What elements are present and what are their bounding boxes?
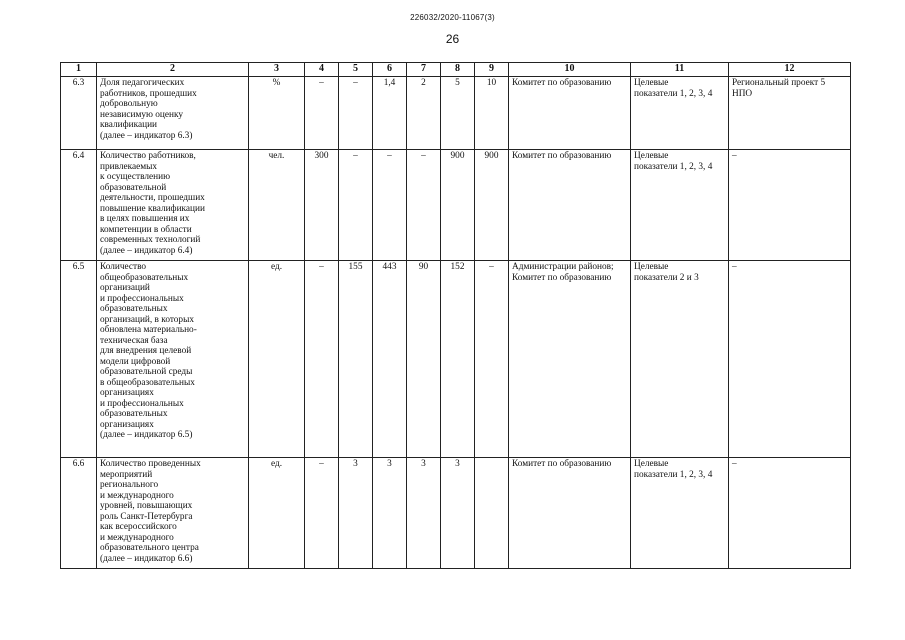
unit: % [249,77,305,150]
column-header: 2 [97,63,249,77]
value-col-5: 155 [339,261,373,458]
value-col-4: – [305,458,339,569]
table-header-row [61,63,851,77]
column-header: 9 [475,63,509,77]
indicator-name: Доля педагогических работников, прошедших добровольную независимую оценку квалификации (далее – индикатор 6.3) [97,77,249,150]
column-header: 4 [305,63,339,77]
indicator-name: Количество проведенных мероприятий регионального и международного уровней, повышающих роль Санкт-Петербурга как всероссийского и международного образовательного центра (далее – индикатор 6.6) [97,458,249,569]
table-row [61,77,851,150]
value-col-4: – [305,261,339,458]
value-col-5: – [339,150,373,261]
value-col-6: 443 [373,261,407,458]
value-col-8: 152 [441,261,475,458]
value-col-7: 2 [407,77,441,150]
value-col-8: 900 [441,150,475,261]
unit: чел. [249,150,305,261]
row-number: 6.3 [61,77,97,150]
value-col-7: 3 [407,458,441,569]
executor: Комитет по образованию [509,77,631,150]
row-number: 6.4 [61,150,97,261]
target-indicators: Целевые показатели 2 и 3 [631,261,729,458]
column-header: 6 [373,63,407,77]
row-number: 6.6 [61,458,97,569]
table-row [61,150,851,261]
value-col-7: – [407,150,441,261]
value-col-7: 90 [407,261,441,458]
value-col-8: 3 [441,458,475,569]
column-header: 12 [729,63,851,77]
target-indicators: Целевые показатели 1, 2, 3, 4 [631,150,729,261]
column-header: 10 [509,63,631,77]
column-header: 3 [249,63,305,77]
executor: Комитет по образованию [509,458,631,569]
row-number: 6.5 [61,261,97,458]
column-header: 11 [631,63,729,77]
page-number: 26 [445,32,460,46]
value-col-6: 3 [373,458,407,569]
value-col-9: 900 [475,150,509,261]
table-row [61,458,851,569]
value-col-6: – [373,150,407,261]
value-col-9: 10 [475,77,509,150]
table-row [61,261,851,458]
column-header: 5 [339,63,373,77]
executor: Комитет по образованию [509,150,631,261]
unit: ед. [249,458,305,569]
value-col-5: 3 [339,458,373,569]
indicator-name: Количество работников, привлекаемых к осуществлению образовательной деятельности, прошедших повышение квалификации в целях повышения их компетенции в области современных технологий (далее – индикатор 6.4) [97,150,249,261]
column-header: 1 [61,63,97,77]
value-col-6: 1,4 [373,77,407,150]
column-header: 8 [441,63,475,77]
regional-project: – [729,261,851,458]
regional-project: Региональный проект 5 НПО [729,77,851,150]
value-col-9: – [475,261,509,458]
value-col-4: 300 [305,150,339,261]
regional-project: – [729,458,851,569]
target-indicators: Целевые показатели 1, 2, 3, 4 [631,458,729,569]
indicators-table [60,62,851,569]
value-col-5: – [339,77,373,150]
value-col-4: – [305,77,339,150]
value-col-9 [475,458,509,569]
column-header: 7 [407,63,441,77]
value-col-8: 5 [441,77,475,150]
regional-project: – [729,150,851,261]
document-registration-number: 226032/2020-11067(3) [410,13,495,22]
unit: ед. [249,261,305,458]
target-indicators: Целевые показатели 1, 2, 3, 4 [631,77,729,150]
executor: Администрации районов; Комитет по образованию [509,261,631,458]
indicator-name: Количество общеобразовательных организаций и профессиональных образовательных организаций, в которых обновлена материально- техническая база для внедрения целевой модели цифровой образовательной среды в общеобразовательных организациях и профессиональных образовательных организациях (далее – индикатор 6.5) [97,261,249,458]
